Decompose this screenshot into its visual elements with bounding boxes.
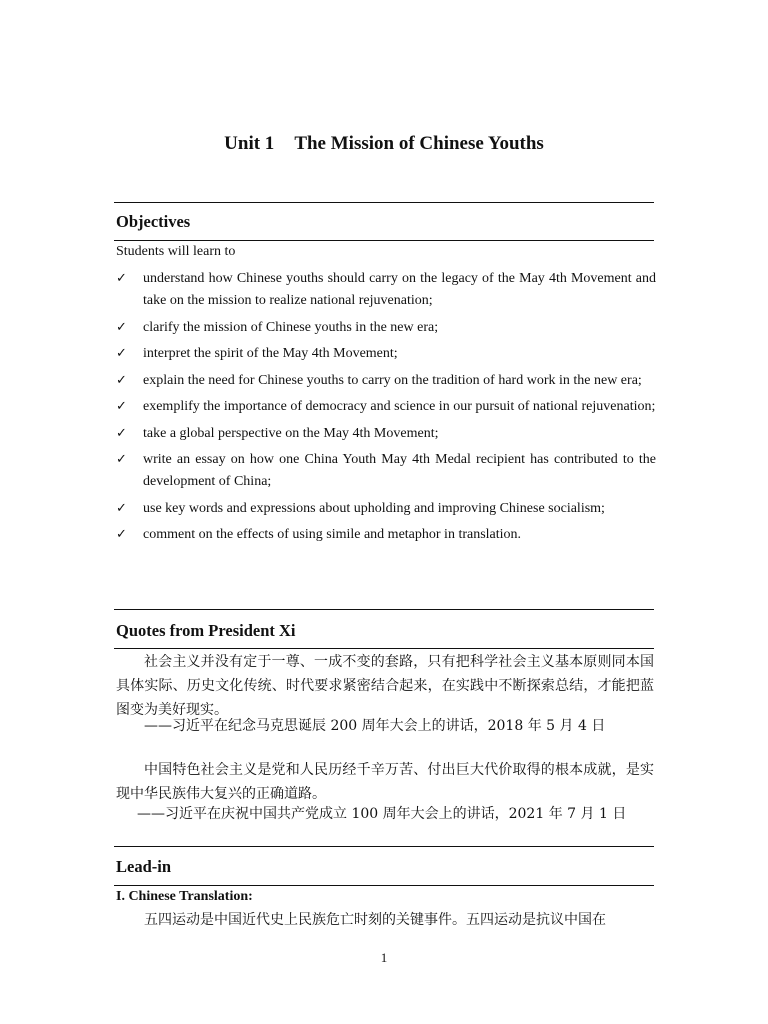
unit-label: Unit 1 <box>224 133 275 154</box>
leadin-heading: Lead-in <box>116 857 172 876</box>
quote-source: ——习近平在纪念马克思诞辰 200 周年大会上的讲话，2018 年 5 月 4 日 <box>144 718 606 734</box>
list-item: ✓ understand how Chinese youths should carry on the legacy of the May 4th Movement and take on the mission to realize national rejuvenation; <box>114 268 656 312</box>
list-item: ✓ explain the need for Chinese youths to carry on the tradition of hard work in the new era; <box>114 370 656 392</box>
checkmark-icon: ✓ <box>116 319 127 335</box>
translation-subheading: I. Chinese Translation: <box>116 889 253 904</box>
checkmark-icon: ✓ <box>116 527 127 542</box>
quote-text: 社会主义并没有定于一尊、一成不变的套路，只有把科学社会主义基本原则同本国具体实际、历史文化传统、时代要求紧密结合起来，在实践中不断探索总结，才能把蓝图变为美好现实。 <box>116 654 654 718</box>
list-item: ✓ write an essay on how one China Youth May 4th Medal recipient has contributed to the development of China; <box>114 449 656 493</box>
quotes-heading: Quotes from President Xi <box>116 621 296 640</box>
divider-objectives-bottom <box>114 240 654 241</box>
divider-quotes-bottom <box>114 648 654 649</box>
divider-leadin-top <box>114 846 654 847</box>
page-title <box>0 133 768 155</box>
list-item: ✓ take a global perspective on the May 4th Movement; <box>114 423 656 445</box>
objectives-list <box>114 268 656 551</box>
checkmark-icon: ✓ <box>116 399 127 414</box>
checkmark-icon: ✓ <box>116 271 127 286</box>
leadin-text: 五四运动是中国近代史上民族危亡时刻的关键事件。五四运动是抗议中国在 <box>144 912 606 928</box>
divider-leadin-bottom <box>114 885 654 886</box>
quote-text: 中国特色社会主义是党和人民历经千辛万苦、付出巨大代价取得的根本成就，是实现中华民族伟大复兴的正确道路。 <box>116 762 654 802</box>
unit-title: The Mission of Chinese Youths <box>294 133 544 154</box>
quote-source: ——习近平在庆祝中国共产党成立 100 周年大会上的讲话，2021 年 7 月 1 日 <box>137 806 627 822</box>
list-item: ✓ clarify the mission of Chinese youths in the new era; <box>114 317 656 339</box>
list-item: ✓ interpret the spirit of the May 4th Movement; <box>114 343 656 365</box>
divider-quotes-top <box>114 609 654 610</box>
checkmark-icon: ✓ <box>116 425 127 441</box>
objectives-heading: Objectives <box>116 212 191 231</box>
checkmark-icon: ✓ <box>116 372 127 388</box>
list-item: ✓ use key words and expressions about upholding and improving Chinese socialism; <box>114 498 656 520</box>
checkmark-icon: ✓ <box>116 346 127 361</box>
page-number: 1 <box>380 950 388 965</box>
objectives-intro: Students will learn to <box>116 244 236 259</box>
divider-objectives-top <box>114 202 654 203</box>
checkmark-icon: ✓ <box>116 500 127 516</box>
list-item: ✓ exemplify the importance of democracy and science in our pursuit of national rejuvenation; <box>114 396 656 418</box>
checkmark-icon: ✓ <box>116 452 127 467</box>
list-item: ✓ comment on the effects of using simile and metaphor in translation. <box>114 524 656 546</box>
